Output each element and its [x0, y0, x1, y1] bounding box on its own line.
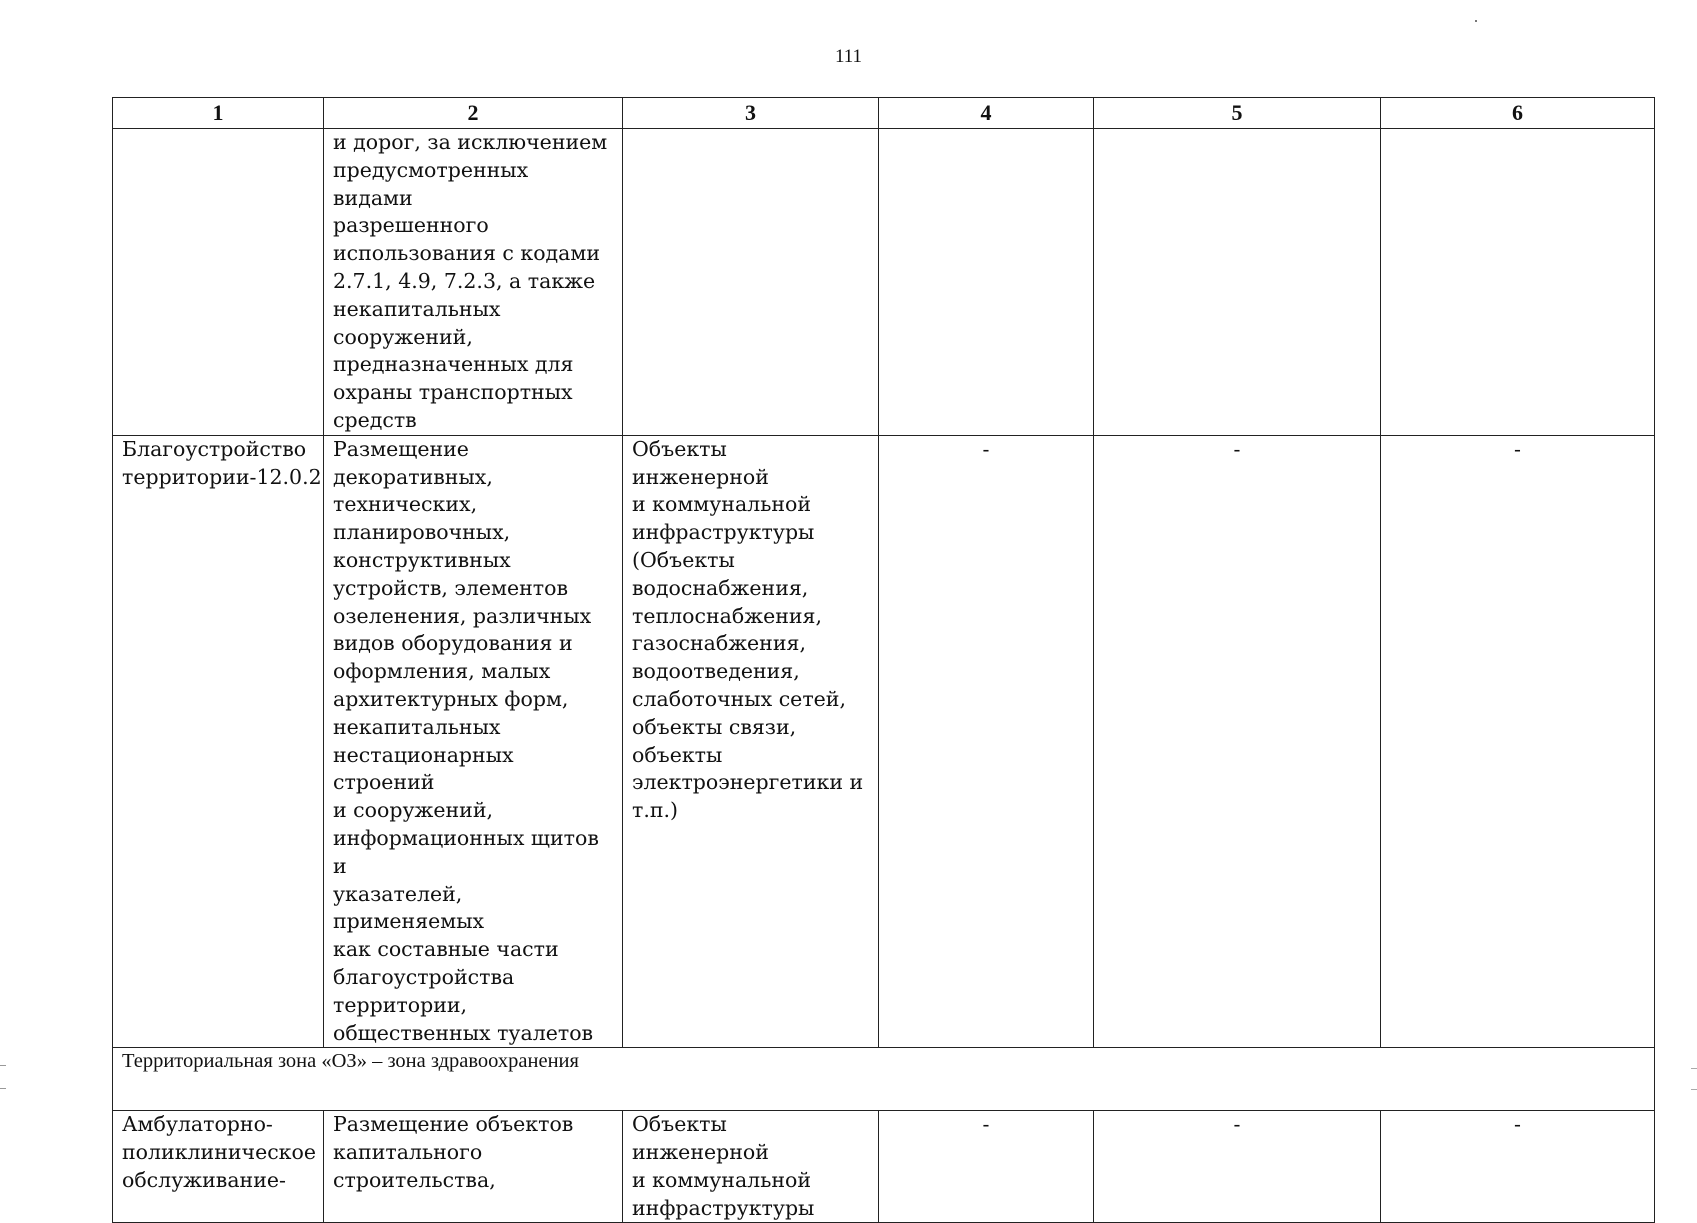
cell-description	[324, 435, 623, 1048]
column-header-4: 4	[879, 98, 1094, 129]
cell-text: -	[1514, 1112, 1521, 1137]
cell-col6	[1381, 1111, 1655, 1223]
cell-use-type	[113, 435, 324, 1048]
table-row	[113, 129, 1655, 436]
cell-auxiliary-use	[623, 129, 879, 436]
cell-text: Благоустройство территории-12.0.2	[122, 436, 322, 489]
cell-use-type	[113, 1111, 324, 1223]
cell-auxiliary-use	[623, 435, 879, 1048]
cell-description	[324, 129, 623, 436]
cell-col5	[1094, 1111, 1381, 1223]
zone-heading-row	[113, 1048, 1655, 1111]
scan-artifact-right	[1691, 1068, 1697, 1090]
cell-text: Объекты инженерной и коммунальной инфраструктуры (Объекты водоснабжения, теплоснабжения, газоснабжения, водоотведения, слаботочных сетей, объекты связи, объекты электроэнергетики и т.п.)	[632, 436, 864, 823]
cell-text: и дорог, за исключением предусмотренных видами разрешенного использования с кодами 2.7.1, 4.9, 7.2.3, а также некапитальных сооружений, предназначенных для охраны транспортных средств	[333, 130, 608, 432]
table-row	[113, 435, 1655, 1048]
cell-text: -	[982, 436, 990, 461]
cell-col4	[879, 435, 1094, 1048]
column-header-6: 6	[1381, 98, 1655, 129]
cell-text: Размещение объектов капитального строительства,	[333, 1112, 574, 1192]
cell-text: -	[1514, 436, 1521, 461]
cell-col5	[1094, 435, 1381, 1048]
zone-heading: Территориальная зона «ОЗ» – зона здравоохранения	[113, 1048, 1655, 1111]
cell-col6	[1381, 129, 1655, 436]
page-number: 111	[834, 46, 863, 67]
column-header-5: 5	[1094, 98, 1381, 129]
cell-col4	[879, 129, 1094, 436]
cell-use-type	[113, 129, 324, 436]
column-header-3: 3	[623, 98, 879, 129]
cell-auxiliary-use	[623, 1111, 879, 1223]
scan-artifact-dot	[1475, 20, 1477, 22]
cell-col6	[1381, 435, 1655, 1048]
cell-col4	[879, 1111, 1094, 1223]
scan-artifact-left	[0, 1065, 6, 1089]
cell-text: -	[982, 1112, 990, 1137]
cell-col5	[1094, 129, 1381, 436]
cell-text: Объекты инженерной и коммунальной инфраструктуры	[632, 1112, 815, 1220]
cell-text: -	[1233, 436, 1241, 461]
column-header-1: 1	[113, 98, 324, 129]
cell-text: -	[1233, 1112, 1241, 1137]
table-row	[113, 1111, 1655, 1223]
cell-text: Амбулаторно- поликлиническое обслуживание-	[122, 1112, 316, 1192]
zoning-table	[112, 97, 1655, 1223]
column-header-2: 2	[324, 98, 623, 129]
cell-description	[324, 1111, 623, 1223]
table-header-row	[113, 98, 1655, 129]
cell-text: Размещение декоративных, технических, планировочных, конструктивных устройств, элементов озеленения, различных видов оборудования и оформления, малых архитектурных форм, некапитальных нестационарных строений и сооружений, информационных щитов и указателей, применяемых как составные части благоустройства территории, общественных туалетов	[333, 436, 599, 1045]
